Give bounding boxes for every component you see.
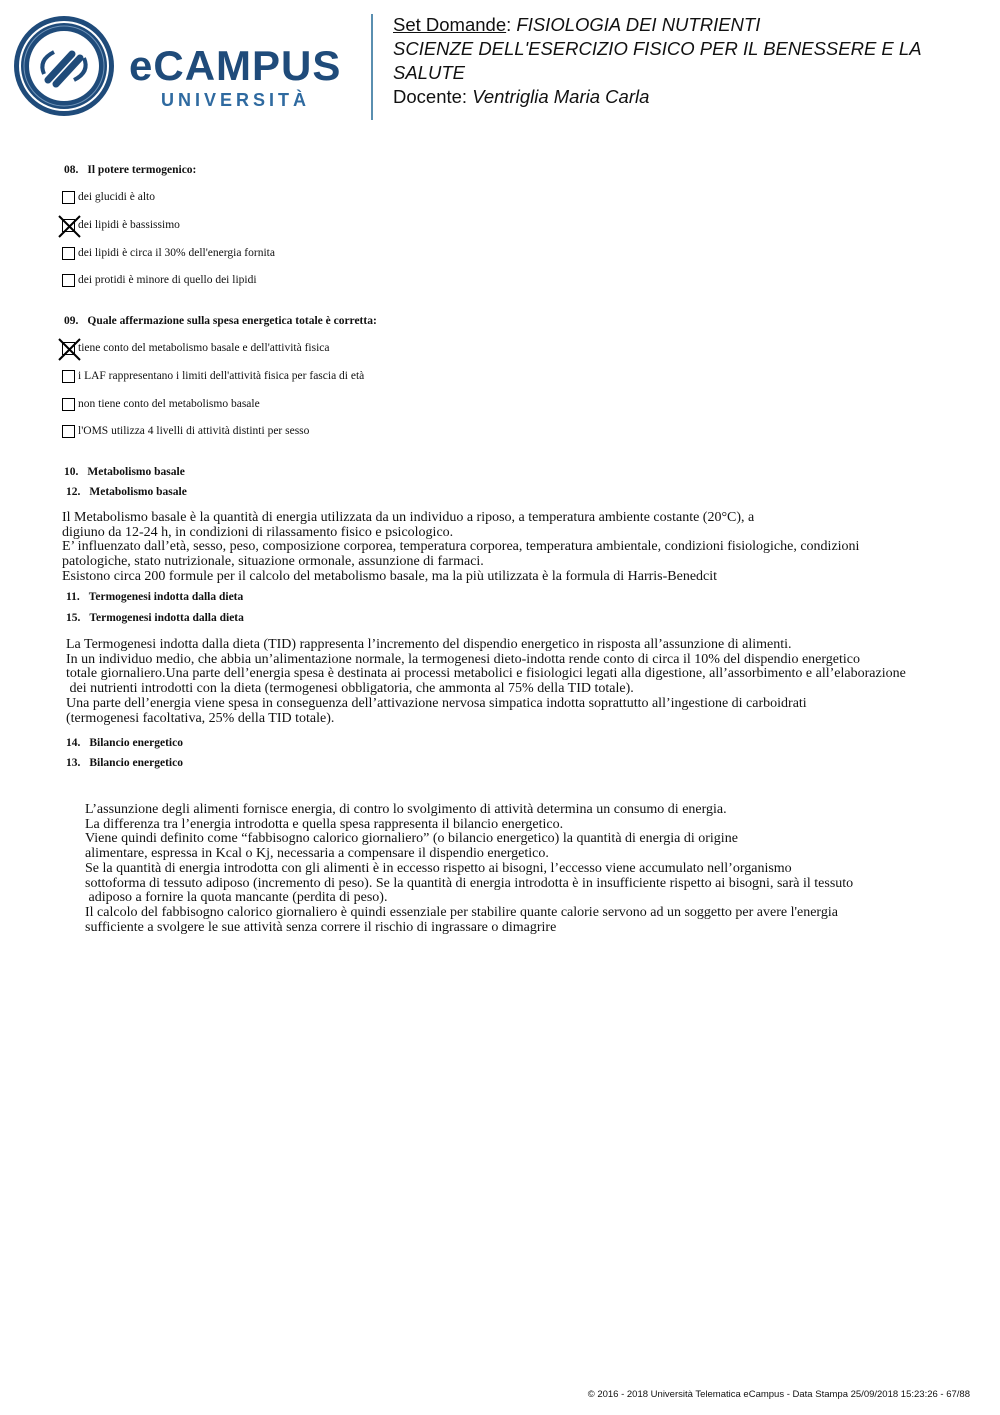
q08-option-3 [62, 245, 275, 261]
question-number: 08. [64, 164, 79, 176]
option-text: i LAF rappresentano i limiti dell'attività fisica per fascia di età [78, 370, 365, 382]
q08-option-4 [62, 272, 257, 288]
logo-word: eCAMPUS [129, 42, 342, 89]
option-text: l'OMS utilizza 4 livelli di attività distinti per sesso [78, 425, 310, 437]
question-number: 13. [66, 757, 81, 769]
question-14-title [66, 737, 183, 749]
degree-line-1: SCIENZE DELL'ESERCIZIO FISICO PER IL BENESSERE E LA [393, 38, 922, 59]
question-text: Termogenesi indotta dalla dieta [89, 612, 244, 624]
q09-option-1 [62, 340, 329, 356]
teacher-label: Docente: [393, 86, 473, 107]
question-11-title [66, 591, 243, 603]
question-text: Quale affermazione sulla spesa energetica totale è corretta: [87, 315, 377, 327]
question-10-title [64, 466, 185, 478]
q08-option-2 [62, 217, 180, 233]
document-header [393, 13, 993, 109]
question-15-title [66, 612, 244, 624]
question-text: Bilancio energetico [89, 757, 183, 769]
teacher-name: Ventriglia Maria Carla [472, 86, 650, 107]
checkbox[interactable] [62, 191, 75, 204]
checkbox[interactable] [62, 398, 75, 411]
checkbox[interactable] [62, 274, 75, 287]
set-label: Set Domande [393, 14, 507, 35]
question-13-title [66, 757, 183, 769]
q09-option-4 [62, 423, 309, 439]
question-number: 11. [66, 591, 80, 603]
question-text: Metabolismo basale [89, 486, 187, 498]
set-line [393, 13, 993, 37]
question-number: 09. [64, 315, 79, 327]
option-text: dei glucidi è alto [78, 191, 155, 203]
question-number: 10. [64, 466, 79, 478]
question-number: 12. [66, 486, 81, 498]
option-text: dei lipidi è bassissimo [78, 219, 180, 231]
question-12-title [66, 486, 187, 498]
checkbox[interactable] [62, 370, 75, 383]
answer-termogenesi: La Termogenesi indotta dalla dieta (TID) rappresenta l’incremento del dispendio energetico in risposta all’assunzione di alimenti. In un individuo medio, che abbia un’alimentazione normale, la termogenesi dieto-indotta rende conto di circa il 10% del dispendio energetico totale giornaliero.Una parte dell’energia spesa è destinata ai processi metabolici e fisiologici legati alla digestione, all’assorbimento e all’elaborazione dei nutrienti introdotti con la dieta (termogenesi obbligatoria, che ammonta al 75% della TID totale). Una parte dell’energia viene spesa in conseguenza dell’attivazione nervosa simpatica indotta soprattutto all’ingestione di carboidrati (termogenesi facoltativa, 25% della TID totale). [66, 637, 906, 726]
question-number: 14. [66, 737, 81, 749]
question-text: Il potere termogenico: [87, 164, 197, 176]
check-x-icon [57, 214, 82, 239]
checkbox-checked[interactable] [62, 219, 75, 232]
course-name: FISIOLOGIA DEI NUTRIENTI [516, 14, 761, 35]
question-text: Bilancio energetico [89, 737, 183, 749]
answer-bilancio-energetico: L’assunzione degli alimenti fornisce energia, di contro lo svolgimento di attività determina un consumo di energia. La differenza tra l’energia introdotta e quella spesa rappresenta il bilancio energetico. Viene quindi definito come “fabbisogno calorico giornaliero” (o bilancio energetico) la quantità di energia di origine alimentare, espressa in Kcal o Kj, necessaria a compensare il dispendio energetico. Se la quantità di energia introdotta con gli alimenti è in eccesso rispetto ai bisogni, l’eccesso viene accumulato nell’organismo sottoforma di tessuto adiposo (incremento di peso). Se la quantità di energia introdotta è in insufficiente rispetto ai bisogni, sarà il tessuto adiposo a fornire la quota mancante (perdita di peso). Il calcolo del fabbisogno calorico giornaliero è quindi essenziale per stabilire quante calorie servono ad un soggetto per avere l'energia sufficiente a svolgere le sue attività senza correre il rischio di ingrassare o dimagrire [85, 802, 854, 935]
teacher-line [393, 85, 993, 109]
question-08-title [64, 164, 196, 176]
q09-option-3 [62, 396, 260, 412]
checkbox[interactable] [62, 247, 75, 260]
answer-metabolismo-basale: Il Metabolismo basale è la quantità di energia utilizzata da un individuo a riposo, a temperatura ambiente costante (20°C), a digiuno da 12-24 h, in condizioni di rilassamento fisico e psicologico. E’ influenzato dall’età, sesso, peso, composizione corporea, temperatura corporea, temperatura ambientale, condizioni fisiologiche, condizioni patologiche, stato nutrizionale, situazione ormonale, assunzione di farmaci. Esistono circa 200 formule per il calcolo del metabolismo basale, ma la più utilizzata è la formula di Harris-Benedcit [62, 510, 860, 584]
checkbox[interactable] [62, 425, 75, 438]
option-text: non tiene conto del metabolismo basale [78, 398, 260, 410]
option-text: dei protidi è minore di quello dei lipidi [78, 274, 257, 286]
page-footer: © 2016 - 2018 Università Telematica eCampus - Data Stampa 25/09/2018 15:23:26 - 67/88 [587, 1389, 970, 1400]
question-text: Termogenesi indotta dalla dieta [88, 591, 244, 603]
option-text: dei lipidi è circa il 30% dell'energia fornita [78, 247, 275, 259]
q09-option-2 [62, 368, 364, 384]
set-separator: : [506, 14, 517, 35]
question-09-title [64, 315, 377, 327]
option-text: tiene conto del metabolismo basale e dell'attività fisica [78, 342, 330, 354]
check-x-icon [57, 337, 82, 362]
question-number: 15. [66, 612, 81, 624]
checkbox-checked[interactable] [62, 342, 75, 355]
q08-option-1 [62, 189, 155, 205]
degree-line-2: SALUTE [393, 62, 465, 83]
ecampus-logo [14, 14, 359, 118]
question-text: Metabolismo basale [87, 466, 185, 478]
header-divider [371, 14, 373, 120]
logo-sub: UNIVERSITÀ [161, 90, 311, 110]
